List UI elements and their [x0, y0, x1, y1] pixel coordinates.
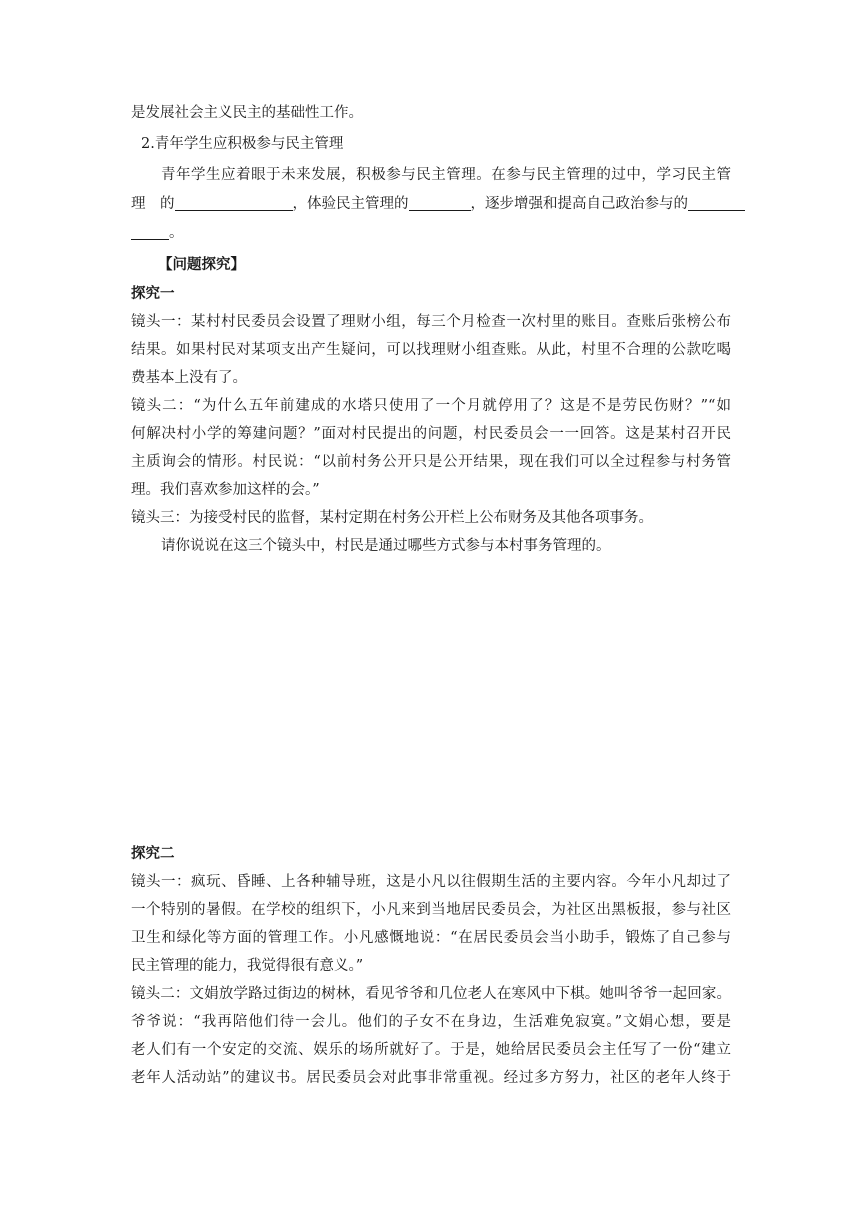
paragraph-text: 镜头一：疯玩、昏睡、上各种辅导班，这是小凡以往假期生活的主要内容。今年小凡却过了	[131, 874, 731, 890]
explore-heading: 探究二	[131, 845, 175, 862]
paragraph-text: 镜头二：“为什么五年前建成的水塔只使用了一个月就停用了？这是不是劳民伤财？”“如	[131, 398, 731, 414]
paragraph-text: 卫生和绿化等方面的管理工作。小凡感慨地说：“在居民委员会当小助手，锻炼了自己参与	[131, 930, 731, 946]
paragraph-text: 镜头二：文娟放学路过街边的树林，看见爷爷和几位老人在寒风中下棋。她叫爷爷一起回家。	[131, 986, 731, 1002]
fill-in-line: 。	[131, 223, 731, 243]
paragraph-text: 何解决村小学的筹建问题？”面对村民提出的问题，村民委员会一一回答。这是某村召开民	[131, 426, 731, 442]
answer-blank[interactable]	[175, 196, 293, 211]
paragraph-text: 民主管理的能力，我觉得很有意义。”	[131, 958, 364, 974]
paragraph-text: 一个特别的暑假。在学校的组织下，小凡来到当地居民委员会，为社区出黑板报，参与社区	[131, 902, 731, 918]
answer-blank[interactable]	[409, 196, 471, 211]
paragraph-text: 老年人活动站”的建议书。居民委员会对此事非常重视。经过多方努力，社区的老年人终于	[131, 1070, 731, 1086]
paragraph-text: 费基本上没有了。	[131, 370, 247, 386]
section-title: 【问题探究】	[158, 256, 245, 273]
fill-in-line: 理 的 ，体验民主管理的 ，逐步增强和提高自己政治参与的	[131, 194, 731, 214]
paragraph-text: 镜头一：某村村民委员会设置了理财小组，每三个月检查一次村里的账目。查账后张榜公布	[131, 314, 731, 330]
paragraph-text: 爷爷说：“我再陪他们待一会儿。他们的子女不在身边，生活难免寂寞。”文娟心想，要是	[131, 1014, 731, 1030]
paragraph-text: 镜头三：为接受村民的监督，某村定期在村务公开栏上公布财务及其他各项事务。	[131, 510, 653, 526]
paragraph-text: 老人们有一个安定的交流、娱乐的场所就好了。于是，她给居民委员会主任写了一份“建立	[131, 1042, 731, 1058]
explore-heading: 探究一	[131, 285, 175, 302]
section-heading: 2.青年学生应积极参与民主管理	[141, 136, 344, 152]
paragraph-text: 理。我们喜欢参加这样的会。”	[131, 482, 320, 498]
question-text: 请你说说在这三个镜头中，村民是通过哪些方式参与本村事务管理的。	[161, 538, 611, 554]
paragraph-text: 主质询会的情形。村民说：“以前村务公开只是公开结果，现在我们可以全过程参与村务管	[131, 454, 731, 470]
paragraph-text: 结果。如果村民对某项支出产生疑问，可以找理财小组查账。从此，村里不合理的公款吃喝	[131, 342, 731, 358]
paragraph-text: 是发展社会主义民主的基础性工作。	[131, 105, 363, 121]
answer-blank[interactable]	[131, 225, 169, 240]
paragraph-text: 青年学生应着眼于未来发展，积极参与民主管理。在参与民主管理的过中，学习民主管	[161, 167, 731, 183]
answer-blank[interactable]	[688, 196, 745, 211]
